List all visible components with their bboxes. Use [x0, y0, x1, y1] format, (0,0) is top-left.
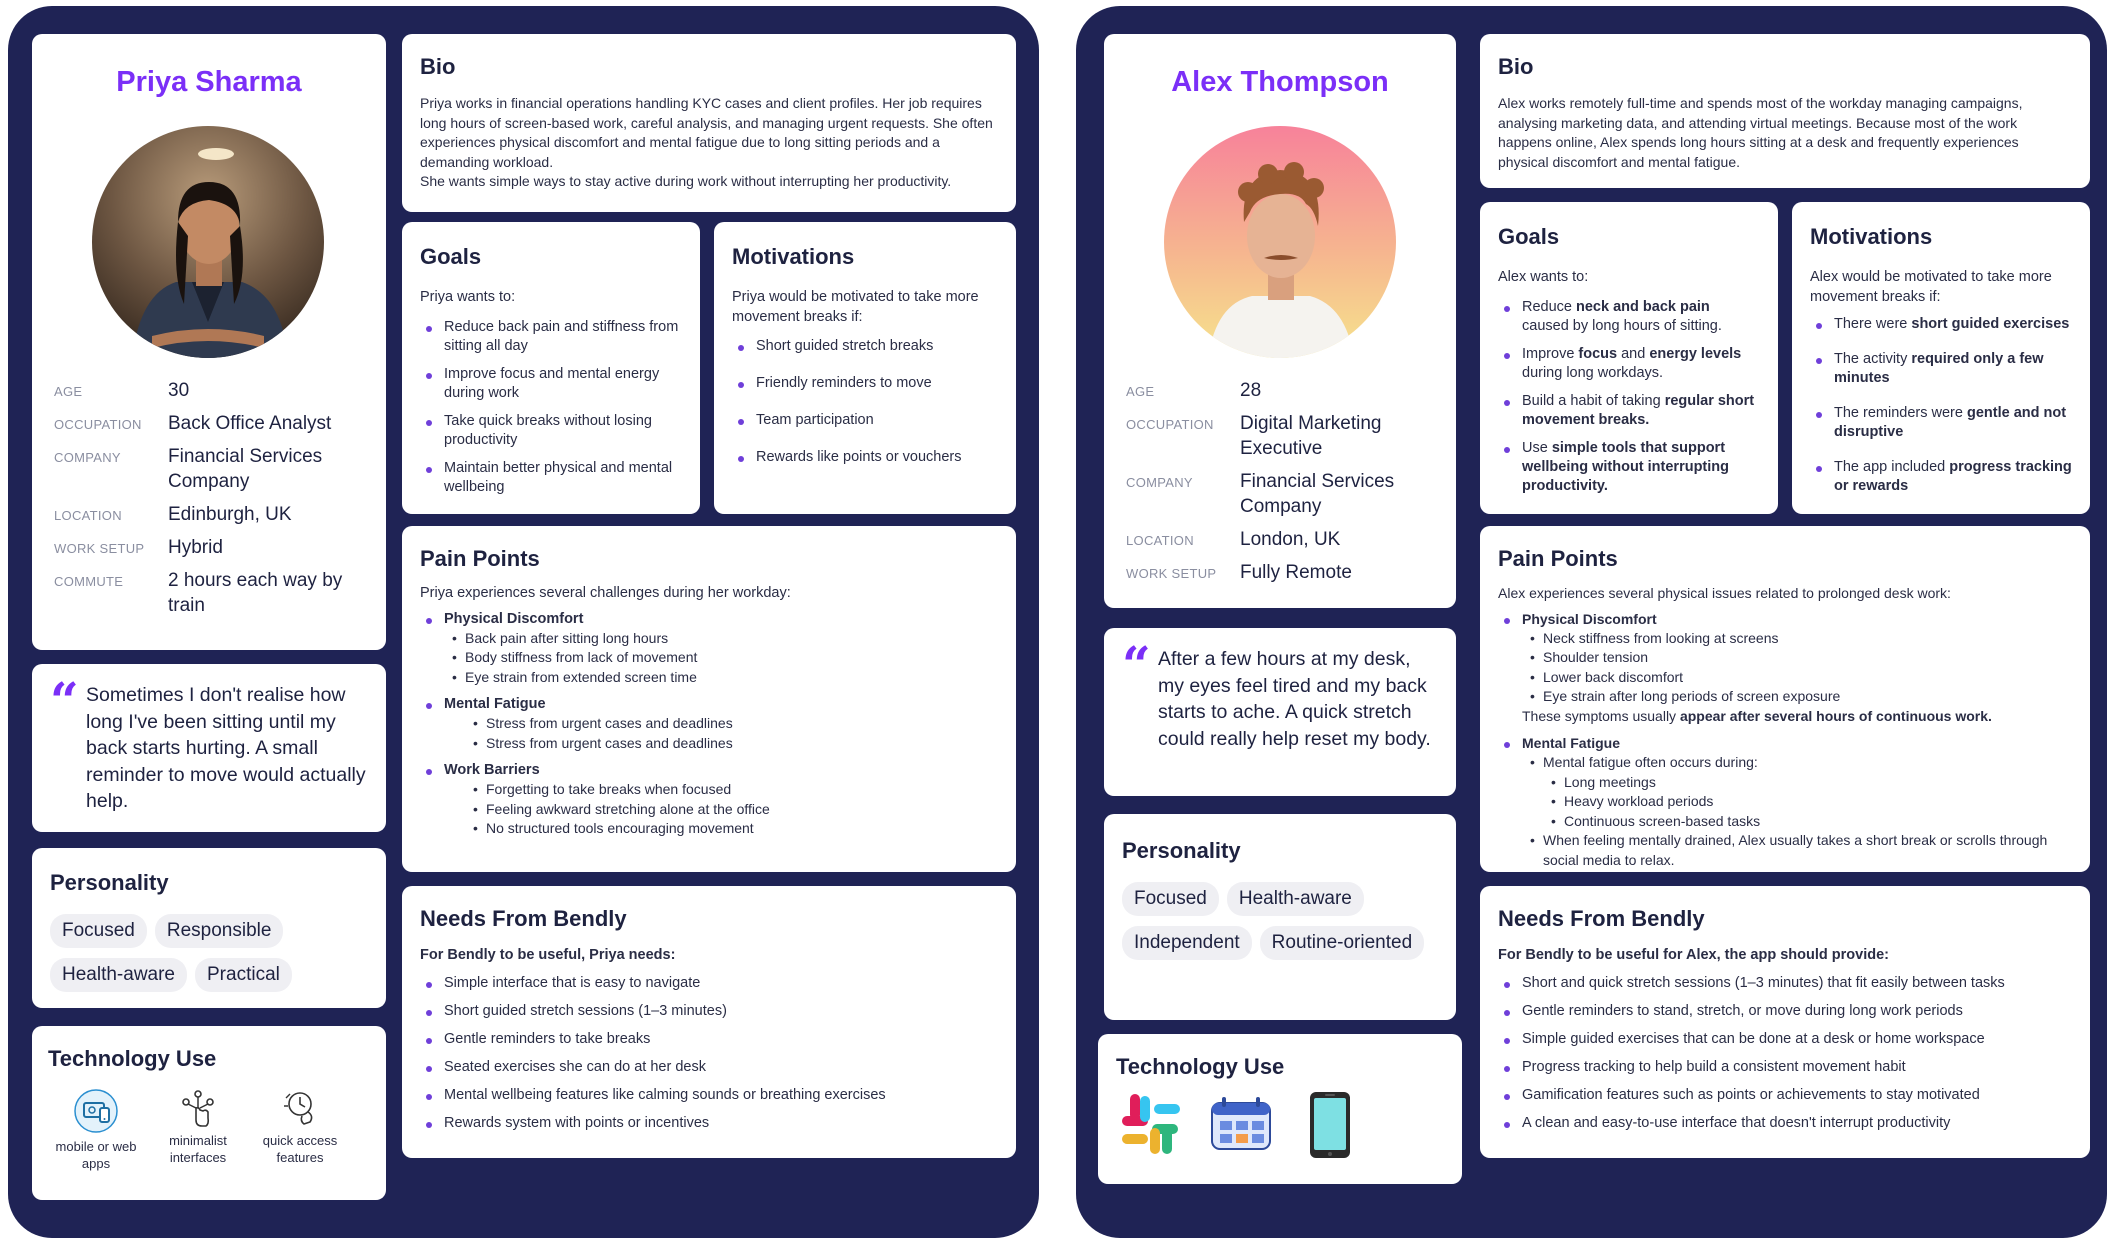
minimalist-interface-icon [150, 1088, 246, 1128]
need-item: Gamification features such as points or achievements to stay motivated [1498, 1086, 2072, 1105]
profile-card [1104, 34, 1456, 608]
info-value: Back Office Analyst [168, 413, 332, 434]
needs-intro: For Bendly to be useful, Priya needs: [420, 947, 676, 963]
pain-item: • Mental fatigue often occurs during: [1543, 753, 2072, 773]
pain-sublist [1498, 753, 2072, 773]
info-list [54, 378, 366, 626]
personality-chip: Routine-oriented [1260, 926, 1424, 960]
info-label: OCCUPATION [54, 417, 142, 432]
goal-text: Reduce [1522, 298, 1577, 315]
needs-list [1498, 974, 2072, 1133]
pain-points-intro: Priya experiences several challenges during her workday: [420, 585, 791, 601]
info-label: COMMUTE [54, 574, 124, 589]
needs-title: Needs From Bendly [420, 906, 627, 931]
info-value: Digital Marketing Executive [1240, 413, 1382, 459]
pain-points-title: Pain Points [420, 546, 540, 571]
pain-note-highlight: appear after several hours of continuous work. [1679, 707, 1992, 724]
info-row-location [1126, 527, 1436, 552]
needs-title: Needs From Bendly [1498, 906, 1705, 931]
goal-item [1498, 345, 1760, 383]
pain-item: • Feeling awkward stretching alone at the office [486, 800, 998, 820]
goal-item [1498, 298, 1760, 336]
need-item: Short and quick stretch sessions (1–3 minutes) that fit easily between tasks [1498, 974, 2072, 993]
needs-intro: For Bendly to be useful for Alex, the app should provide: [1498, 947, 1889, 963]
goal-text: Build a habit of taking [1522, 392, 1665, 409]
tech-label: minimalist interfaces [169, 1133, 227, 1165]
info-value: Financial Services Company [1240, 471, 1395, 517]
tech-item [150, 1088, 246, 1172]
needs-card [1480, 886, 2090, 1158]
info-row-occupation [1126, 411, 1436, 461]
info-value: London, UK [1240, 529, 1341, 550]
pain-item: • Eye strain from extended screen time [465, 668, 998, 688]
technology-card [32, 1026, 386, 1200]
technology-list [1116, 1090, 1444, 1165]
pain-item: • No structured tools encouraging movement [486, 819, 998, 839]
info-label: LOCATION [1126, 533, 1194, 548]
goals-intro: Priya wants to: [420, 289, 516, 305]
pain-item: • When feeling mentally drained, Alex usually takes a short break or scrolls through social media to relax. [1543, 831, 2072, 870]
pain-category: Work Barriers [420, 761, 998, 780]
pain-sublist [420, 714, 998, 753]
bio-text: Alex works remotely full-time and spends most of the workday managing campaigns, analysing marketing data, and attending virtual meetings. Because most of the work happens online, Alex spends long hours sitting at a desk and frequently experiences physical discomfort and mental fatigue. [1498, 95, 2023, 170]
info-value: Hybrid [168, 537, 223, 558]
tech-label: mobile or web apps [55, 1139, 137, 1171]
personality-title: Personality [50, 870, 169, 895]
motivation-highlight: progress tracking or rewards [1834, 459, 2072, 494]
pain-sublist-nested [1498, 773, 2072, 832]
motivation-item [1810, 350, 2072, 388]
need-item: A clean and easy-to-use interface that doesn't interrupt productivity [1498, 1114, 2072, 1133]
pain-item: • Stress from urgent cases and deadlines [486, 734, 998, 754]
motivations-title: Motivations [1810, 224, 1933, 249]
pain-item: • Neck stiffness from looking at screens [1543, 629, 2072, 649]
goal-item: Take quick breaks without losing productivity [420, 412, 682, 450]
personality-chip: Focused [1122, 882, 1219, 916]
motivation-item [1810, 315, 2072, 334]
calendar-app-icon [1208, 1095, 1274, 1160]
technology-title: Technology Use [1116, 1054, 1285, 1079]
goal-item [1498, 439, 1760, 496]
quote-icon: “ [1122, 635, 1151, 694]
needs-card [402, 886, 1016, 1158]
motivation-text: The activity [1834, 351, 1912, 367]
goals-card [402, 222, 700, 514]
personality-card [1104, 814, 1456, 1020]
goal-text: Use [1522, 439, 1552, 456]
motivation-item: Friendly reminders to move [732, 374, 998, 393]
need-item: Seated exercises she can do at her desk [420, 1058, 998, 1077]
goal-highlight: regular short movement breaks. [1522, 392, 1755, 428]
motivation-item: Rewards like points or vouchers [732, 448, 998, 467]
motivation-item: Team participation [732, 411, 998, 430]
goals-card [1480, 202, 1778, 514]
pain-item: • Heavy workload periods [1564, 792, 2072, 812]
motivation-item [1810, 404, 2072, 442]
info-label: COMPANY [54, 450, 121, 465]
info-row-commute [54, 568, 366, 618]
info-row-work-setup [1126, 560, 1436, 585]
personality-chips [50, 914, 368, 992]
info-row-age [1126, 378, 1436, 403]
personality-chip: Practical [195, 958, 292, 992]
persona-name: Alex Thompson [1171, 66, 1389, 98]
need-item: Rewards system with points or incentives [420, 1114, 998, 1133]
need-item: Mental wellbeing features like calming sounds or breathing exercises [420, 1086, 998, 1105]
bio-card [1480, 34, 2090, 188]
personality-chips [1122, 882, 1438, 960]
info-row-age [54, 378, 366, 403]
quote-text: After a few hours at my desk, my eyes feel tired and my back starts to ache. A quick stretch could really help reset my body. [1158, 648, 1431, 750]
info-value: 28 [1240, 380, 1262, 401]
pain-category: Physical Discomfort [420, 610, 998, 629]
goal-text: during long workdays. [1522, 364, 1664, 381]
pain-category: Physical Discomfort [1498, 610, 2072, 629]
goal-highlight: focus [1578, 345, 1618, 362]
pain-sublist [420, 780, 998, 839]
slack-icon [1116, 1090, 1186, 1165]
goal-item: Maintain better physical and mental wellbeing [420, 459, 682, 497]
info-row-work-setup [54, 535, 366, 560]
pain-item: • Eye strain after long periods of screen exposure [1543, 687, 2072, 707]
pain-item: • Back pain after sitting long hours [465, 629, 998, 649]
goals-title: Goals [1498, 224, 1560, 249]
mobile-web-app-icon [48, 1088, 144, 1134]
bio-text: Priya works in financial operations handling KYC cases and client profiles. Her job requires long hours of screen-based work, careful analysis, and managing urgent requests. She often experiences physical discomfort and mental fatigue due to long sitting periods and a demanding workload. [420, 95, 993, 170]
info-row-location [54, 502, 366, 527]
tech-item [48, 1088, 144, 1172]
goal-highlight: energy levels [1649, 345, 1742, 362]
need-item: Simple guided exercises that can be done at a desk or home workspace [1498, 1030, 2072, 1049]
tech-label: quick access features [262, 1133, 338, 1165]
persona-panel-alex [1076, 6, 2107, 1238]
quote-card [32, 664, 386, 832]
info-label: WORK SETUP [1126, 566, 1217, 581]
personality-chip: Focused [50, 914, 147, 948]
motivations-list [1810, 315, 2072, 496]
smartphone-icon [1308, 1090, 1352, 1165]
info-label: WORK SETUP [54, 541, 145, 556]
motivation-item: Short guided stretch breaks [732, 337, 998, 356]
goals-title: Goals [420, 244, 482, 269]
pain-sublist [420, 629, 998, 688]
motivation-item [1810, 458, 2072, 496]
motivations-intro: Alex would be motivated to take more movement breaks if: [1810, 269, 2052, 305]
persona-panel-priya [8, 6, 1039, 1238]
personality-chip: Health-aware [50, 958, 187, 992]
quick-access-icon [252, 1088, 348, 1128]
pain-sublist [1498, 831, 2072, 870]
motivation-highlight: gentle and not disruptive [1834, 405, 2067, 440]
info-label: AGE [54, 384, 83, 399]
info-value: Edinburgh, UK [168, 504, 292, 525]
goal-text: Improve [1522, 345, 1579, 362]
info-row-occupation [54, 411, 366, 436]
pain-item: • Long meetings [1564, 773, 2072, 793]
personality-chip: Responsible [155, 914, 284, 948]
personality-card [32, 848, 386, 1008]
info-row-company [1126, 469, 1436, 519]
motivations-intro: Priya would be motivated to take more movement breaks if: [732, 289, 979, 325]
goals-intro: Alex wants to: [1498, 269, 1589, 285]
avatar [92, 126, 324, 358]
pain-item: • Shoulder tension [1543, 648, 2072, 668]
pain-item: • Forgetting to take breaks when focused [486, 780, 998, 800]
avatar [1164, 126, 1396, 358]
motivation-text: The app included [1834, 459, 1950, 475]
goals-list [1498, 298, 1760, 496]
need-item: Gentle reminders to take breaks [420, 1030, 998, 1049]
personality-title: Personality [1122, 838, 1241, 863]
quote-icon: “ [50, 671, 79, 730]
technology-list [48, 1088, 370, 1172]
pain-points-title: Pain Points [1498, 546, 1618, 571]
pain-item: • Body stiffness from lack of movement [465, 648, 998, 668]
bio-title: Bio [1498, 54, 1534, 79]
info-row-company [54, 444, 366, 494]
motivations-title: Motivations [732, 244, 855, 269]
need-item: Simple interface that is easy to navigate [420, 974, 998, 993]
pain-points-card [1480, 526, 2090, 872]
motivation-highlight: short guided exercises [1911, 316, 2070, 332]
info-value: Financial Services Company [168, 446, 323, 492]
pain-item: • Continuous screen-based tasks [1564, 812, 2072, 832]
pain-item: • Lower back discomfort [1543, 668, 2072, 688]
goal-item: Improve focus and mental energy during work [420, 365, 682, 403]
pain-category: Mental Fatigue [420, 695, 998, 714]
info-value: 2 hours each way by train [168, 570, 343, 616]
need-item: Gentle reminders to stand, stretch, or move during long work periods [1498, 1002, 2072, 1021]
info-value: 30 [168, 380, 190, 401]
tech-item [252, 1088, 348, 1172]
pain-note [1498, 707, 2072, 727]
info-value: Fully Remote [1240, 562, 1352, 583]
need-item: Short guided stretch sessions (1–3 minutes) [420, 1002, 998, 1021]
technology-card [1098, 1034, 1462, 1184]
goal-item [1498, 392, 1760, 430]
profile-card [32, 34, 386, 650]
motivation-highlight: required only a few minutes [1834, 351, 2044, 386]
info-label: LOCATION [54, 508, 122, 523]
motivation-text: The reminders were [1834, 405, 1967, 421]
motivations-card [1792, 202, 2090, 514]
info-list [1126, 378, 1436, 593]
need-item: Progress tracking to help build a consistent movement habit [1498, 1058, 2072, 1077]
info-label: AGE [1126, 384, 1155, 399]
info-label: COMPANY [1126, 475, 1193, 490]
motivations-list [732, 337, 998, 467]
bio-title: Bio [420, 54, 456, 79]
technology-title: Technology Use [48, 1046, 217, 1071]
goal-text: caused by long hours of sitting. [1522, 317, 1722, 334]
personality-chip: Independent [1122, 926, 1252, 960]
bio-text-2: She wants simple ways to stay active during work without interrupting her productivity. [420, 173, 952, 189]
goal-highlight: simple tools that support wellbeing without interrupting productivity. [1522, 439, 1730, 494]
pain-item: • Stress from urgent cases and deadlines [486, 714, 998, 734]
goal-highlight: neck and back pain [1576, 298, 1710, 315]
bio-card [402, 34, 1016, 212]
personality-chip: Health-aware [1227, 882, 1364, 916]
motivations-card [714, 222, 1016, 514]
pain-points-intro: Alex experiences several physical issues related to prolonged desk work: [1498, 585, 1951, 601]
quote-text: Sometimes I don't realise how long I've been sitting until my back starts hurting. A small reminder to move would actually help. [86, 684, 366, 812]
pain-note-text: These symptoms usually [1522, 707, 1680, 724]
pain-points-card [402, 526, 1016, 872]
needs-list [420, 974, 998, 1133]
pain-category: Mental Fatigue [1498, 734, 2072, 753]
goals-list [420, 318, 682, 497]
pain-sublist [1498, 629, 2072, 707]
goal-text: and [1617, 345, 1650, 362]
info-label: OCCUPATION [1126, 417, 1214, 432]
quote-card [1104, 628, 1456, 796]
persona-name: Priya Sharma [116, 66, 302, 98]
goal-item: Reduce back pain and stiffness from sitting all day [420, 318, 682, 356]
motivation-text: There were [1834, 316, 1912, 332]
